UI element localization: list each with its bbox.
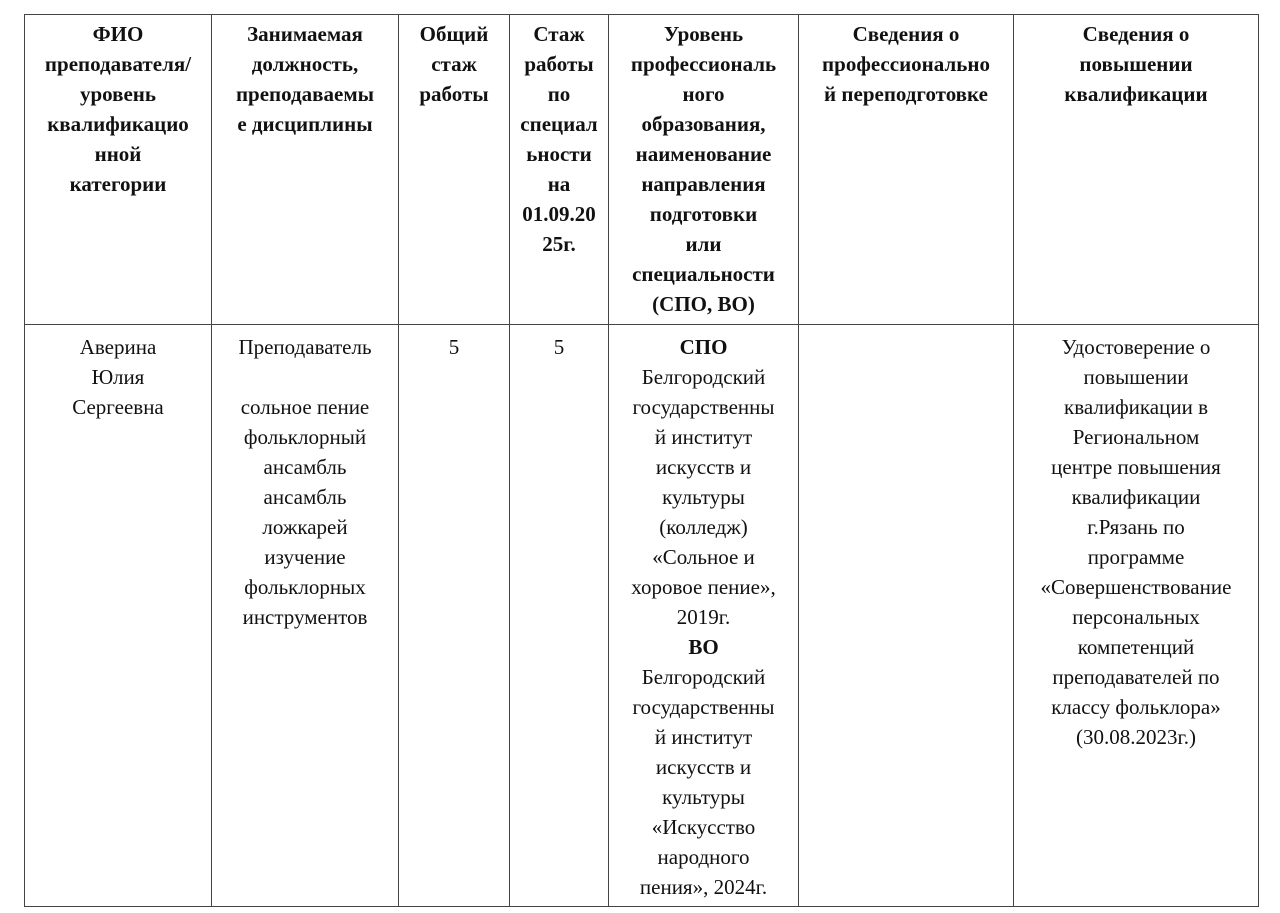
text-line: или (685, 232, 722, 256)
text-line: работы (524, 52, 594, 76)
text-line: ансамбль (263, 455, 347, 479)
education-spo-text (610, 362, 797, 632)
text-line: Аверина (79, 335, 157, 359)
text-line: государственны (632, 695, 775, 719)
header-education (609, 15, 799, 325)
text-line: искусств и (655, 755, 752, 779)
text-line: категории (69, 172, 167, 196)
text-line: Сведения о (1082, 22, 1190, 46)
header-retraining (799, 15, 1014, 325)
header-row (25, 15, 1259, 325)
table-row (25, 325, 1259, 907)
text-line: Преподаватель (238, 335, 372, 359)
text-line: стаж (431, 52, 477, 76)
text-line: специал (520, 112, 598, 136)
text-line: искусств и (655, 455, 752, 479)
text-line: профессиональ (630, 52, 777, 76)
header-fio (25, 15, 212, 325)
text-line: Сведения о (852, 22, 960, 46)
text-line: нной (94, 142, 142, 166)
header-position (212, 15, 399, 325)
text-line: Занимаемая (247, 22, 363, 46)
text-line: ложкарей (262, 515, 348, 539)
text-line (213, 362, 397, 392)
text-line: культуры (662, 485, 745, 509)
text-line: повышении (1083, 365, 1189, 389)
text-line: работы (419, 82, 489, 106)
text-line: персональных (1072, 605, 1200, 629)
text-line: фольклорных (244, 575, 366, 599)
text-line: Стаж (533, 22, 585, 46)
text-line: должность, (251, 52, 359, 76)
text-line: классу фольклора» (1051, 695, 1221, 719)
cell-total-experience (399, 325, 510, 907)
text-line: е дисциплины (237, 112, 373, 136)
text-line: ьности (526, 142, 592, 166)
text-line: пения», 2024г. (639, 875, 768, 899)
specialty-experience-value: 5 (553, 335, 565, 359)
text-line: Белгородский (641, 365, 766, 389)
cell-retraining (799, 325, 1014, 907)
header-total-experience (399, 15, 510, 325)
text-line: Сергеевна (72, 395, 164, 419)
text-line: «Совершенствование (1040, 575, 1232, 599)
text-line: народного (657, 845, 750, 869)
text-line: Юлия (91, 365, 145, 389)
education-spo-label: СПО (679, 335, 728, 359)
text-line: 01.09.20 (522, 202, 596, 226)
text-line: направления (641, 172, 766, 196)
cell-position (212, 325, 399, 907)
text-line: фольклорный (243, 425, 367, 449)
text-line: специальности (632, 262, 775, 286)
text-line: преподавателя/ (44, 52, 192, 76)
cell-education (609, 325, 799, 907)
text-line: квалификацио (47, 112, 189, 136)
education-vo-label: ВО (688, 635, 719, 659)
cell-specialty-experience (510, 325, 609, 907)
text-line: й институт (654, 725, 753, 749)
text-line: Белгородский (641, 665, 766, 689)
text-line: й переподготовке (824, 82, 988, 106)
text-line: образования, (641, 112, 766, 136)
text-line: (колледж) (659, 515, 748, 539)
staff-table (24, 14, 1259, 907)
text-line: г.Рязань по (1087, 515, 1185, 539)
text-line: квалификации (1071, 485, 1201, 509)
text-line: сольное пение (240, 395, 370, 419)
text-line: преподаваемы (235, 82, 375, 106)
text-line: подготовки (649, 202, 758, 226)
text-line: Общий (419, 22, 489, 46)
text-line: 25г. (542, 232, 576, 256)
text-line: Удостоверение о (1061, 335, 1211, 359)
text-line: изучение (264, 545, 346, 569)
text-line: инструментов (242, 605, 368, 629)
text-line: (СПО, ВО) (652, 292, 755, 316)
text-line: Уровень (663, 22, 744, 46)
total-experience-value: 5 (448, 335, 460, 359)
text-line: наименование (635, 142, 772, 166)
text-line: й институт (654, 425, 753, 449)
text-line: хоровое пение», (631, 575, 776, 599)
text-line: ФИО (92, 22, 144, 46)
cell-qualification (1014, 325, 1259, 907)
text-line: государственны (632, 395, 775, 419)
text-line: (30.08.2023г.) (1076, 725, 1196, 749)
text-line: Региональном (1072, 425, 1200, 449)
text-line: культуры (662, 785, 745, 809)
text-line: квалификации (1064, 82, 1208, 106)
text-line: профессионально (822, 52, 990, 76)
text-line: уровень (79, 82, 157, 106)
text-line: по (547, 82, 571, 106)
text-line: программе (1087, 545, 1185, 569)
text-line: «Сольное и (652, 545, 755, 569)
cell-name (25, 325, 212, 907)
education-vo-text (610, 662, 797, 902)
text-line: центре повышения (1051, 455, 1221, 479)
text-line: повышении (1079, 52, 1193, 76)
header-qualification (1014, 15, 1259, 325)
text-line: квалификации в (1064, 395, 1208, 419)
text-line: преподавателей по (1052, 665, 1220, 689)
text-line: на (547, 172, 571, 196)
text-line: ансамбль (263, 485, 347, 509)
text-line: 2019г. (676, 605, 731, 629)
text-line: «Искусство (651, 815, 756, 839)
text-line: компетенций (1077, 635, 1195, 659)
header-specialty-experience (510, 15, 609, 325)
text-line: ного (682, 82, 725, 106)
